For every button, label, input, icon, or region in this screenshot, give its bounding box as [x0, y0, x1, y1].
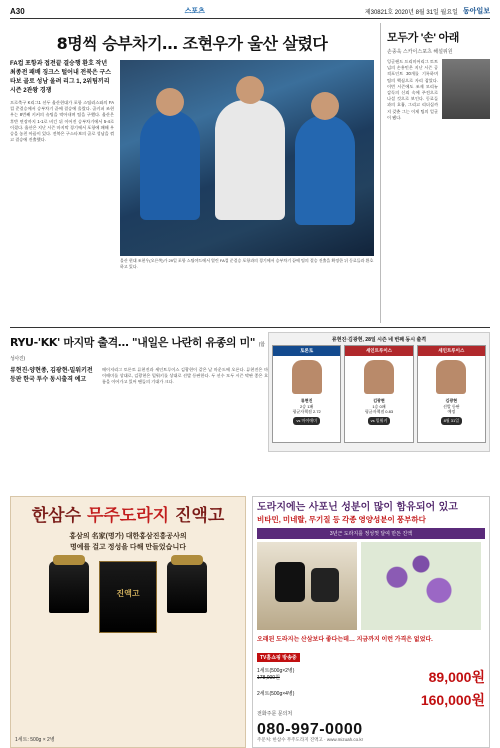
lead-photo — [120, 60, 374, 256]
column-body: 잉글랜드 프리미어리그 토트넘의 손흥민은 지난 시즌 공격포인트 30개를 기록하며 팀의 핵심으로 자리 잡았다. 이번 시즌에도 조제 모리뉴 감독의 신뢰 속에 주전으로 나설 것으로 보인다. 동료들과의 호흡, 그리고 리더십까지 갖춘 그는 이제 팀의 얼굴이 됐다. — [387, 59, 438, 120]
ryu-subhead: 류현진-양현종, 김광현-밀워키전 등판 한국 투수 동시출격 예고 — [10, 368, 93, 383]
paper-logo: 동아일보 — [462, 6, 490, 15]
ad2-product-image — [257, 542, 357, 630]
columnist-photo — [442, 59, 490, 119]
top-section — [10, 23, 490, 323]
phone-label: 전화주문 문의처 — [257, 711, 293, 717]
ad-right: 도라지에는 사포닌 성분이 많이 함유되어 있고 비타민, 미네랄, 무기질 등 각종 영양성분이 풍부하다 3년근 도라지를 정성껏 달여 만든 진액 오래된 도라지는 산삼보다 좋다는데… 지금까지 이런 가격은 없었다. TV홈쇼핑 방송중 1세트(500g×2병) 178,000원 89,000원 2세트(500g×4병) 160,000원 전화주문 문의처 080-997-0000 주문처: 한삼수 무주도라지 진액고 · www.mizuah.co.kr — [252, 496, 490, 748]
tv-badge: TV홈쇼핑 방송중 — [257, 653, 300, 662]
page-number: A30 — [10, 6, 25, 16]
lead-story — [10, 23, 374, 323]
issue-date: 제30821호 2020년 8월 31일 월요일 — [364, 9, 458, 16]
ad-slogan: 홍삼의 名家(명가) 대한홍삼진흥공사의 명예를 걸고 정성을 다해 만들었습니다 — [69, 533, 187, 551]
ad-left — [10, 496, 246, 748]
column-byline: 손종욱 스카이스포츠 해설위원 — [387, 49, 453, 55]
advertisements — [10, 496, 490, 748]
ad2-flower-image — [361, 542, 481, 630]
ad2-footer: 주문처: 한삼수 무주도라지 진액고 · www.mizuah.co.kr — [257, 737, 364, 742]
pitcher-graphic — [268, 332, 490, 452]
lead-headline: 8명씩 승부차기… 조현우가 울산 살렸다 — [56, 34, 328, 53]
ad2-prices: 1세트(500g×2병) 178,000원 89,000원 — [257, 668, 485, 685]
ryu-body: 메이저리그 토론토 류현진과 세인트루이스 김광현이 같은 날 마운드에 오른다. 류현진은 마이애미를 상대로, 김광현은 밀워키를 상대로 선발 등판한다. 두 선수 모두 시즌 막판 좋은 흐름을 이어가고 있어 팬들의 기대가 크다. — [102, 367, 268, 385]
ad2-headline1: 도라지에는 사포닌 성분이 많이 함유되어 있고 — [257, 502, 458, 513]
ad-brand: 한삼수 무주도라지 진액고 — [31, 506, 225, 526]
ad2-band: 3년근 도라지를 정성껏 달여 만든 진액 — [257, 528, 485, 539]
ad-products: 진액고 — [15, 561, 241, 633]
ad2-redline: 오래된 도라지는 산삼보다 좋다는데… 지금까지 이런 가격은 없었다. — [257, 637, 433, 643]
divider — [10, 327, 490, 328]
ad2-headline2: 비타민, 미네랄, 무기질 등 각종 영양성분이 풍부하다 — [257, 515, 426, 524]
ryu-headline: RYU-'KK' 마지막 출격… "내일은 나란히 유종의 미" (합성사진) — [10, 336, 265, 362]
masthead — [10, 6, 490, 19]
ryu-section — [10, 332, 490, 492]
lead-body: 프로축구 K리그1 선두 울산현대가 포항 스틸러스와의 FA컵 준결승에서 승부차기 끝에 결승에 올랐다. 골키퍼 조현우는 8번째 키커의 슈팅을 막아내며 팀을 구했다. 울산은 후반 연장까지 1-1로 비긴 뒤 이어진 승부차기에서 5-4로 이겼다. 울산은 지난 시즌 마지막 경기에서 포항에 패해 우승을 놓친 아픔이 있다. 전북은 구스타보의 골로 성남을 꺾고 결승에 진출했다. — [10, 100, 114, 143]
lead-subhead: FA컵 포항과 접전끝 결승행 환호 작년 최종전 패배 징크스 털어내 전북은 구스타보 골로 성남 울려 리그 1, 2위팀끼리 시즌 2관왕 경쟁 — [10, 61, 112, 94]
column-title: 모두가 '손' 아래 — [387, 32, 460, 44]
ad-foot: 1세트: 500g × 2병 — [15, 737, 55, 743]
phone-number: 080-997-0000 — [257, 721, 363, 738]
pitcher-card: 토론토 류현진 2승 1패 평균자책점 2.72 vs 마이애미 — [272, 345, 341, 443]
graphic-title: 류현진·김광현, 28일 시즌 네 번째 동시 출격 — [331, 337, 427, 343]
photo-tag: (합성사진) — [10, 342, 265, 362]
pitcher-card: 세인트루이스 김광현 선발 등판 예정 8월 31일 — [417, 345, 486, 443]
lead-caption: 울산 현대 조현우(오른쪽)가 29일 포항 스틸야드에서 열린 FA컵 준결승 포항과의 경기에서 승부차기 끝에 팀의 결승 진출을 확정한 뒤 동료들과 환호하고 있다. — [120, 258, 374, 269]
section-label: 스포츠 — [184, 8, 205, 15]
opinion-column — [380, 23, 490, 323]
pitcher-card: 세인트루이스 김광현 1승 0패 평균자책점 0.83 vs 밀워키 — [344, 345, 413, 443]
